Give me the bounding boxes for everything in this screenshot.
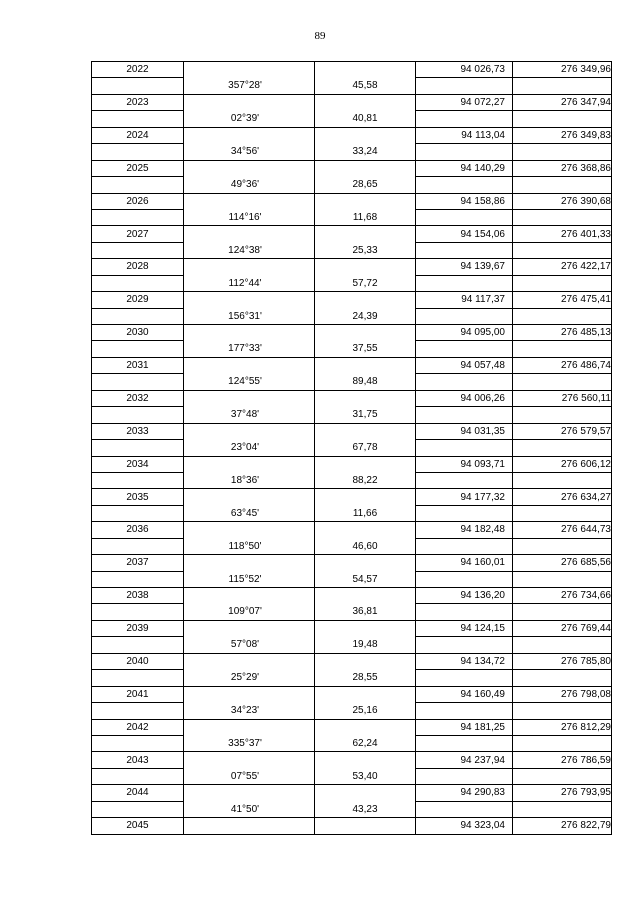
point-row — [92, 292, 612, 308]
y-coordinate-cell: 276 644,73 — [513, 522, 612, 538]
y-coordinate-cell — [513, 637, 612, 653]
point-number-cell: 2035 — [92, 489, 184, 505]
point-row — [92, 785, 612, 801]
direction-angle-cell — [184, 127, 315, 143]
x-coordinate-cell: 94 113,04 — [416, 127, 513, 143]
direction-angle-cell: 49°36' — [184, 177, 315, 193]
point-row — [92, 94, 612, 110]
y-coordinate-cell: 276 793,95 — [513, 785, 612, 801]
distance-cell: 62,24 — [315, 735, 416, 751]
x-coordinate-cell — [416, 505, 513, 521]
point-number-cell — [92, 374, 184, 390]
x-coordinate-cell: 94 026,73 — [416, 62, 513, 78]
x-coordinate-cell: 94 177,32 — [416, 489, 513, 505]
direction-angle-cell — [184, 193, 315, 209]
x-coordinate-cell — [416, 637, 513, 653]
direction-angle-cell: 124°55' — [184, 374, 315, 390]
distance-cell: 24,39 — [315, 308, 416, 324]
distance-cell — [315, 292, 416, 308]
y-coordinate-cell — [513, 604, 612, 620]
point-row — [92, 555, 612, 571]
y-coordinate-cell — [513, 505, 612, 521]
point-number-cell: 2036 — [92, 522, 184, 538]
measurement-row — [92, 670, 612, 686]
y-coordinate-cell — [513, 374, 612, 390]
distance-cell: 36,81 — [315, 604, 416, 620]
x-coordinate-cell: 94 158,86 — [416, 193, 513, 209]
measurement-row — [92, 308, 612, 324]
distance-cell — [315, 357, 416, 373]
direction-angle-cell: 41°50' — [184, 801, 315, 817]
direction-angle-cell: 156°31' — [184, 308, 315, 324]
x-coordinate-cell — [416, 571, 513, 587]
y-coordinate-cell: 276 475,41 — [513, 292, 612, 308]
y-coordinate-cell: 276 822,79 — [513, 818, 612, 834]
y-coordinate-cell: 276 786,59 — [513, 752, 612, 768]
distance-cell: 25,33 — [315, 242, 416, 258]
x-coordinate-cell: 94 057,48 — [416, 357, 513, 373]
point-row — [92, 719, 612, 735]
direction-angle-cell — [184, 292, 315, 308]
point-row — [92, 390, 612, 406]
distance-cell — [315, 259, 416, 275]
direction-angle-cell: 07°55' — [184, 768, 315, 784]
distance-cell — [315, 818, 416, 834]
y-coordinate-cell — [513, 801, 612, 817]
distance-cell: 43,23 — [315, 801, 416, 817]
distance-cell — [315, 785, 416, 801]
distance-cell: 11,68 — [315, 209, 416, 225]
measurement-row — [92, 341, 612, 357]
y-coordinate-cell: 276 734,66 — [513, 588, 612, 604]
distance-cell: 54,57 — [315, 571, 416, 587]
direction-angle-cell — [184, 719, 315, 735]
y-coordinate-cell — [513, 768, 612, 784]
x-coordinate-cell: 94 160,01 — [416, 555, 513, 571]
distance-cell — [315, 522, 416, 538]
y-coordinate-cell — [513, 308, 612, 324]
point-number-cell — [92, 242, 184, 258]
direction-angle-cell — [184, 62, 315, 78]
distance-cell — [315, 193, 416, 209]
x-coordinate-cell — [416, 374, 513, 390]
x-coordinate-cell — [416, 440, 513, 456]
distance-cell — [315, 62, 416, 78]
measurement-row — [92, 571, 612, 587]
y-coordinate-cell — [513, 407, 612, 423]
x-coordinate-cell: 94 182,48 — [416, 522, 513, 538]
measurement-row — [92, 604, 612, 620]
point-number-cell: 2032 — [92, 390, 184, 406]
x-coordinate-cell — [416, 670, 513, 686]
point-number-cell: 2023 — [92, 94, 184, 110]
distance-cell: 89,48 — [315, 374, 416, 390]
point-row — [92, 522, 612, 538]
point-number-cell: 2024 — [92, 127, 184, 143]
point-number-cell — [92, 768, 184, 784]
distance-cell: 53,40 — [315, 768, 416, 784]
distance-cell — [315, 620, 416, 636]
point-number-cell: 2043 — [92, 752, 184, 768]
y-coordinate-cell: 276 579,57 — [513, 423, 612, 439]
x-coordinate-cell: 94 154,06 — [416, 226, 513, 242]
point-number-cell: 2025 — [92, 160, 184, 176]
distance-cell — [315, 489, 416, 505]
direction-angle-cell: 335°37' — [184, 735, 315, 751]
point-row — [92, 686, 612, 702]
point-row — [92, 653, 612, 669]
x-coordinate-cell — [416, 144, 513, 160]
point-number-cell: 2044 — [92, 785, 184, 801]
x-coordinate-cell: 94 136,20 — [416, 588, 513, 604]
direction-angle-cell: 114°16' — [184, 209, 315, 225]
y-coordinate-cell: 276 401,33 — [513, 226, 612, 242]
x-coordinate-cell — [416, 111, 513, 127]
point-row — [92, 160, 612, 176]
direction-angle-cell: 23°04' — [184, 440, 315, 456]
x-coordinate-cell — [416, 538, 513, 554]
point-row — [92, 62, 612, 78]
x-coordinate-cell: 94 124,15 — [416, 620, 513, 636]
x-coordinate-cell: 94 134,72 — [416, 653, 513, 669]
page-number: 89 — [314, 30, 326, 42]
y-coordinate-cell: 276 685,56 — [513, 555, 612, 571]
y-coordinate-cell: 276 368,86 — [513, 160, 612, 176]
point-number-cell — [92, 637, 184, 653]
x-coordinate-cell: 94 140,29 — [416, 160, 513, 176]
x-coordinate-cell: 94 160,49 — [416, 686, 513, 702]
y-coordinate-cell: 276 769,44 — [513, 620, 612, 636]
direction-angle-cell — [184, 555, 315, 571]
measurement-row — [92, 801, 612, 817]
distance-cell — [315, 127, 416, 143]
y-coordinate-cell: 276 560,11 — [513, 390, 612, 406]
x-coordinate-cell — [416, 735, 513, 751]
measurement-row — [92, 505, 612, 521]
measurement-row — [92, 177, 612, 193]
distance-cell — [315, 390, 416, 406]
point-row — [92, 818, 612, 834]
point-number-cell: 2027 — [92, 226, 184, 242]
direction-angle-cell — [184, 160, 315, 176]
point-number-cell — [92, 670, 184, 686]
direction-angle-cell — [184, 620, 315, 636]
point-number-cell — [92, 144, 184, 160]
point-number-cell — [92, 407, 184, 423]
coordinates-table-body — [92, 62, 612, 835]
distance-cell — [315, 456, 416, 472]
point-row — [92, 752, 612, 768]
direction-angle-cell: 63°45' — [184, 505, 315, 521]
point-row — [92, 357, 612, 373]
point-row — [92, 226, 612, 242]
y-coordinate-cell: 276 347,94 — [513, 94, 612, 110]
point-number-cell — [92, 735, 184, 751]
direction-angle-cell: 25°29' — [184, 670, 315, 686]
point-row — [92, 193, 612, 209]
y-coordinate-cell: 276 634,27 — [513, 489, 612, 505]
point-number-cell: 2039 — [92, 620, 184, 636]
distance-cell — [315, 226, 416, 242]
direction-angle-cell: 177°33' — [184, 341, 315, 357]
distance-cell — [315, 94, 416, 110]
point-number-cell — [92, 209, 184, 225]
direction-angle-cell — [184, 325, 315, 341]
point-number-cell: 2031 — [92, 357, 184, 373]
distance-cell: 88,22 — [315, 472, 416, 488]
x-coordinate-cell — [416, 472, 513, 488]
measurement-row — [92, 768, 612, 784]
point-number-cell — [92, 538, 184, 554]
y-coordinate-cell: 276 485,13 — [513, 325, 612, 341]
direction-angle-cell — [184, 456, 315, 472]
distance-cell: 28,65 — [315, 177, 416, 193]
measurement-row — [92, 275, 612, 291]
point-number-cell: 2028 — [92, 259, 184, 275]
y-coordinate-cell: 276 798,08 — [513, 686, 612, 702]
direction-angle-cell — [184, 588, 315, 604]
coordinates-table — [91, 61, 612, 835]
point-number-cell: 2030 — [92, 325, 184, 341]
x-coordinate-cell: 94 139,67 — [416, 259, 513, 275]
y-coordinate-cell — [513, 571, 612, 587]
measurement-row — [92, 703, 612, 719]
direction-angle-cell — [184, 653, 315, 669]
direction-angle-cell: 34°23' — [184, 703, 315, 719]
distance-cell: 25,16 — [315, 703, 416, 719]
distance-cell: 67,78 — [315, 440, 416, 456]
point-row — [92, 423, 612, 439]
distance-cell: 28,55 — [315, 670, 416, 686]
point-number-cell: 2029 — [92, 292, 184, 308]
point-number-cell: 2045 — [92, 818, 184, 834]
y-coordinate-cell: 276 486,74 — [513, 357, 612, 373]
y-coordinate-cell: 276 349,83 — [513, 127, 612, 143]
x-coordinate-cell — [416, 275, 513, 291]
distance-cell: 31,75 — [315, 407, 416, 423]
y-coordinate-cell — [513, 242, 612, 258]
direction-angle-cell: 124°38' — [184, 242, 315, 258]
direction-angle-cell — [184, 226, 315, 242]
measurement-row — [92, 78, 612, 94]
direction-angle-cell: 18°36' — [184, 472, 315, 488]
y-coordinate-cell — [513, 735, 612, 751]
point-row — [92, 620, 612, 636]
direction-angle-cell — [184, 94, 315, 110]
y-coordinate-cell: 276 785,80 — [513, 653, 612, 669]
x-coordinate-cell: 94 006,26 — [416, 390, 513, 406]
direction-angle-cell: 02°39' — [184, 111, 315, 127]
point-number-cell: 2034 — [92, 456, 184, 472]
measurement-row — [92, 637, 612, 653]
x-coordinate-cell — [416, 242, 513, 258]
direction-angle-cell — [184, 390, 315, 406]
y-coordinate-cell: 276 606,12 — [513, 456, 612, 472]
point-number-cell — [92, 341, 184, 357]
x-coordinate-cell: 94 237,94 — [416, 752, 513, 768]
y-coordinate-cell: 276 390,68 — [513, 193, 612, 209]
direction-angle-cell — [184, 423, 315, 439]
y-coordinate-cell — [513, 78, 612, 94]
point-number-cell: 2022 — [92, 62, 184, 78]
x-coordinate-cell — [416, 78, 513, 94]
y-coordinate-cell: 276 349,96 — [513, 62, 612, 78]
direction-angle-cell — [184, 259, 315, 275]
direction-angle-cell — [184, 489, 315, 505]
measurement-row — [92, 538, 612, 554]
point-number-cell — [92, 177, 184, 193]
direction-angle-cell: 357°28' — [184, 78, 315, 94]
measurement-row — [92, 111, 612, 127]
direction-angle-cell: 118°50' — [184, 538, 315, 554]
point-number-cell — [92, 472, 184, 488]
point-number-cell — [92, 801, 184, 817]
point-number-cell: 2038 — [92, 588, 184, 604]
y-coordinate-cell — [513, 538, 612, 554]
point-row — [92, 259, 612, 275]
distance-cell: 19,48 — [315, 637, 416, 653]
distance-cell — [315, 423, 416, 439]
direction-angle-cell — [184, 357, 315, 373]
direction-angle-cell — [184, 752, 315, 768]
x-coordinate-cell — [416, 768, 513, 784]
point-number-cell — [92, 275, 184, 291]
x-coordinate-cell — [416, 209, 513, 225]
point-row — [92, 456, 612, 472]
x-coordinate-cell — [416, 801, 513, 817]
y-coordinate-cell — [513, 472, 612, 488]
point-row — [92, 489, 612, 505]
x-coordinate-cell: 94 323,04 — [416, 818, 513, 834]
distance-cell: 37,55 — [315, 341, 416, 357]
x-coordinate-cell — [416, 177, 513, 193]
x-coordinate-cell: 94 117,37 — [416, 292, 513, 308]
direction-angle-cell: 109°07' — [184, 604, 315, 620]
distance-cell — [315, 719, 416, 735]
y-coordinate-cell: 276 422,17 — [513, 259, 612, 275]
point-number-cell: 2033 — [92, 423, 184, 439]
direction-angle-cell: 57°08' — [184, 637, 315, 653]
point-number-cell — [92, 440, 184, 456]
y-coordinate-cell — [513, 275, 612, 291]
y-coordinate-cell — [513, 703, 612, 719]
x-coordinate-cell: 94 093,71 — [416, 456, 513, 472]
point-number-cell — [92, 604, 184, 620]
point-number-cell: 2037 — [92, 555, 184, 571]
direction-angle-cell — [184, 818, 315, 834]
point-row — [92, 127, 612, 143]
point-row — [92, 325, 612, 341]
y-coordinate-cell — [513, 144, 612, 160]
direction-angle-cell — [184, 522, 315, 538]
y-coordinate-cell — [513, 209, 612, 225]
point-number-cell — [92, 703, 184, 719]
distance-cell: 45,58 — [315, 78, 416, 94]
measurement-row — [92, 407, 612, 423]
x-coordinate-cell — [416, 604, 513, 620]
distance-cell: 40,81 — [315, 111, 416, 127]
point-number-cell — [92, 308, 184, 324]
measurement-row — [92, 209, 612, 225]
direction-angle-cell — [184, 785, 315, 801]
y-coordinate-cell — [513, 440, 612, 456]
measurement-row — [92, 440, 612, 456]
x-coordinate-cell — [416, 703, 513, 719]
x-coordinate-cell — [416, 341, 513, 357]
point-number-cell — [92, 505, 184, 521]
point-number-cell — [92, 571, 184, 587]
point-number-cell: 2026 — [92, 193, 184, 209]
measurement-row — [92, 242, 612, 258]
distance-cell — [315, 686, 416, 702]
measurement-row — [92, 144, 612, 160]
x-coordinate-cell: 94 031,35 — [416, 423, 513, 439]
y-coordinate-cell — [513, 670, 612, 686]
x-coordinate-cell: 94 095,00 — [416, 325, 513, 341]
x-coordinate-cell: 94 181,25 — [416, 719, 513, 735]
distance-cell — [315, 752, 416, 768]
point-number-cell — [92, 111, 184, 127]
distance-cell — [315, 653, 416, 669]
direction-angle-cell: 37°48' — [184, 407, 315, 423]
point-number-cell — [92, 78, 184, 94]
measurement-row — [92, 472, 612, 488]
direction-angle-cell — [184, 686, 315, 702]
y-coordinate-cell — [513, 111, 612, 127]
measurement-row — [92, 735, 612, 751]
point-number-cell: 2041 — [92, 686, 184, 702]
y-coordinate-cell — [513, 341, 612, 357]
x-coordinate-cell: 94 290,83 — [416, 785, 513, 801]
distance-cell: 33,24 — [315, 144, 416, 160]
measurement-row — [92, 374, 612, 390]
direction-angle-cell: 34°56' — [184, 144, 315, 160]
distance-cell — [315, 325, 416, 341]
y-coordinate-cell: 276 812,29 — [513, 719, 612, 735]
distance-cell: 11,66 — [315, 505, 416, 521]
distance-cell: 57,72 — [315, 275, 416, 291]
y-coordinate-cell — [513, 177, 612, 193]
x-coordinate-cell — [416, 308, 513, 324]
point-number-cell: 2040 — [92, 653, 184, 669]
distance-cell: 46,60 — [315, 538, 416, 554]
x-coordinate-cell: 94 072,27 — [416, 94, 513, 110]
distance-cell — [315, 588, 416, 604]
direction-angle-cell: 112°44' — [184, 275, 315, 291]
x-coordinate-cell — [416, 407, 513, 423]
point-number-cell: 2042 — [92, 719, 184, 735]
point-row — [92, 588, 612, 604]
direction-angle-cell: 115°52' — [184, 571, 315, 587]
distance-cell — [315, 555, 416, 571]
distance-cell — [315, 160, 416, 176]
